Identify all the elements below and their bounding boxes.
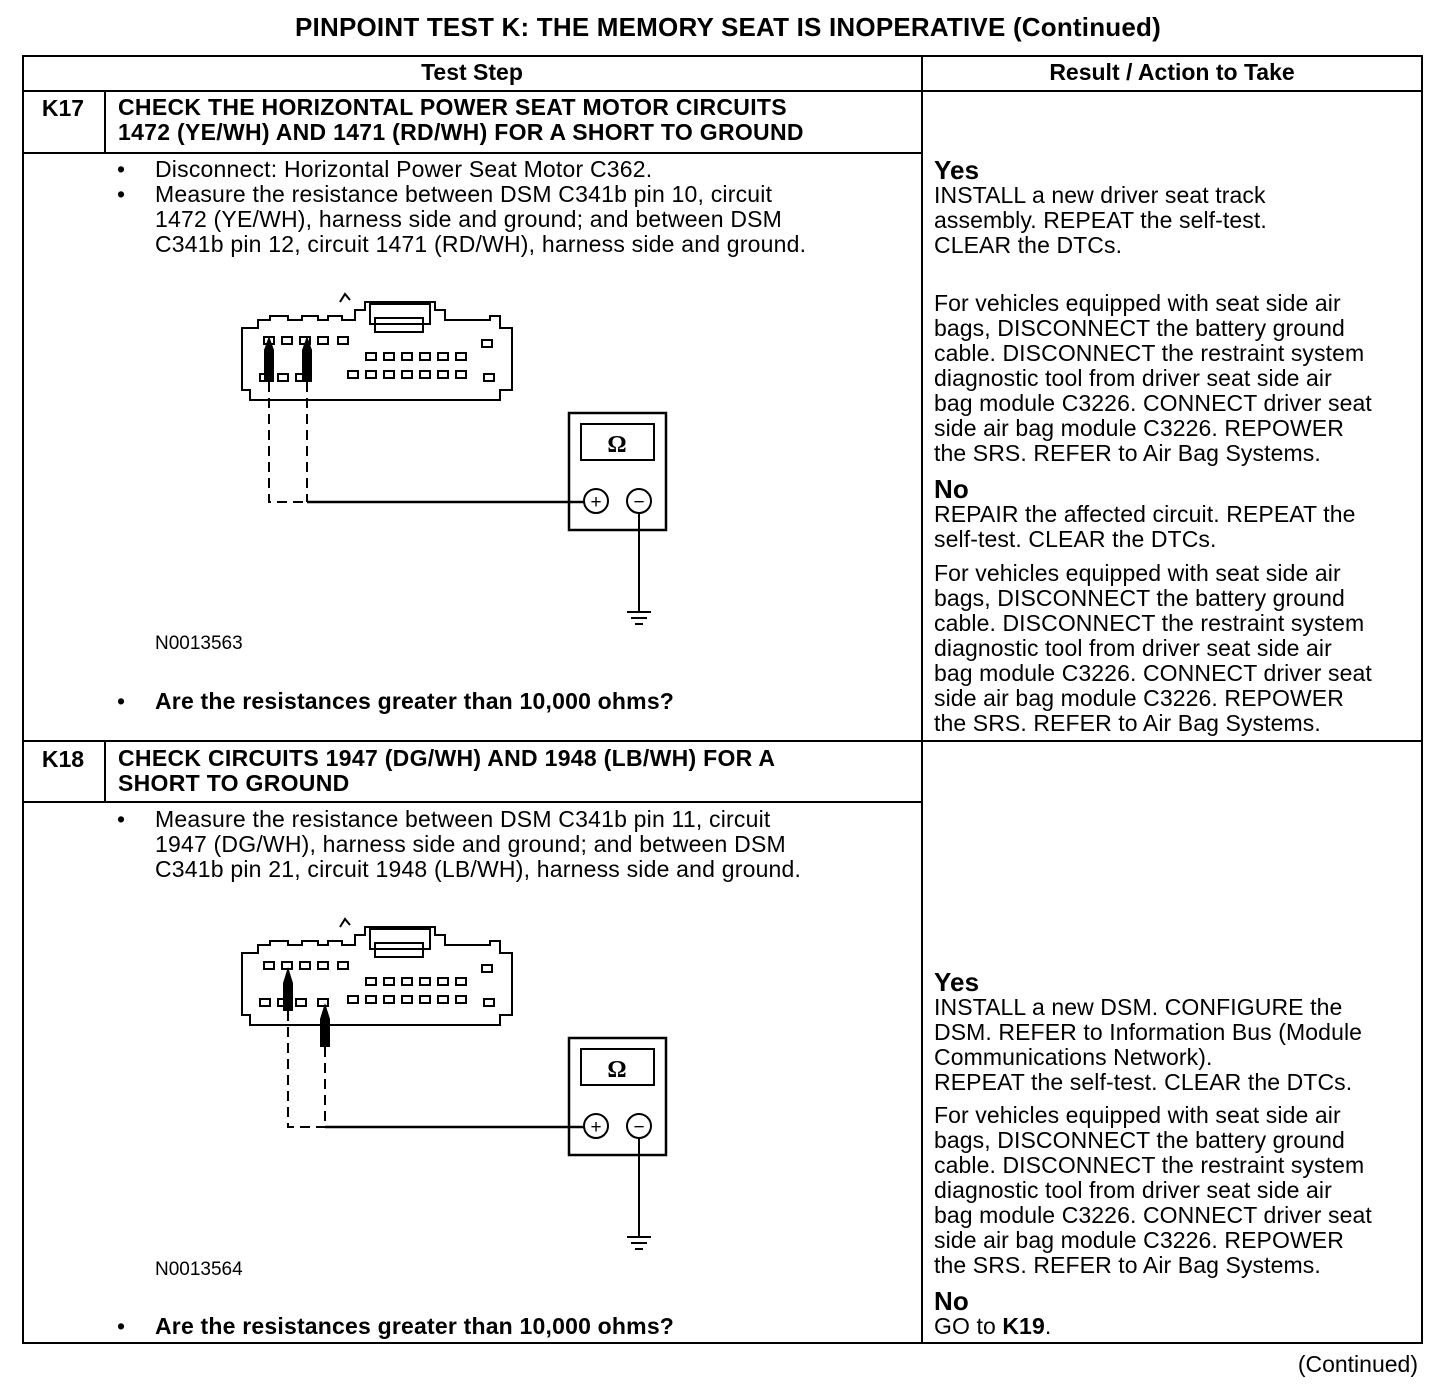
svg-text:+: + (590, 1117, 602, 1138)
k17-question: • Are the resistances greater than 10,000 ohms? (117, 688, 675, 714)
k17-result-yes: Yes INSTALL a new driver seat track assembly. REPEAT the self-test. CLEAR the DTCs. (934, 155, 1267, 258)
k17-bullet-measure: • Measure the resistance between DSM C341b pin 10, circuit 1472 (YE/WH), harness side and ground; and between DSM C341b pin 12, circuit 1471 (RD/WH), harness side and ground. (117, 181, 807, 257)
k17-figure-id: N0013563 (155, 633, 243, 654)
svg-text:+: + (590, 492, 602, 513)
page-title: PINPOINT TEST K: THE MEMORY SEAT IS INOPERATIVE (Continued) (295, 12, 1161, 42)
k17-yes-airbag-note: For vehicles equipped with seat side air bags, DISCONNECT the battery ground cable. DISCONNECT the restraint system diagnostic tool from driver seat side air bag module C3226. CONNECT driver seat side air bag module C3226. REPOWER the SRS. REFER to Air Bag Systems. (934, 290, 1372, 466)
k18-connector-diagram (230, 915, 680, 1265)
column-header-test-step: Test Step (421, 59, 523, 85)
k17-no-airbag-note: For vehicles equipped with seat side air bags, DISCONNECT the battery ground cable. DISCONNECT the restraint system diagnostic tool from driver seat side air bag module C3226. CONNECT driver seat side air bag module C3226. REPOWER the SRS. REFER to Air Bag Systems. (934, 560, 1372, 736)
ohm-symbol: Ω (607, 432, 627, 458)
k19-step-link[interactable]: K19 (1002, 1313, 1045, 1339)
step-title-k17: CHECK THE HORIZONTAL POWER SEAT MOTOR CIRCUITS 1472 (YE/WH) AND 1471 (RD/WH) FOR A SHORT TO GROUND (118, 94, 804, 145)
k17-connector-diagram (230, 290, 680, 640)
k18-result-yes: Yes INSTALL a new DSM. CONFIGURE the DSM. REFER to Information Bus (Module Communications Network). REPEAT the self-test. CLEAR the DTCs. (934, 967, 1363, 1095)
k18-result-no: No GO to K19. (934, 1286, 1052, 1339)
k18-question: • Are the resistances greater than 10,000 ohms? (117, 1313, 675, 1339)
k18-figure-id: N0013564 (155, 1259, 243, 1280)
step-title-k18: CHECK CIRCUITS 1947 (DG/WH) AND 1948 (LB/WH) FOR A SHORT TO GROUND (118, 745, 776, 796)
column-header-result: Result / Action to Take (1049, 59, 1295, 85)
continued-label: (Continued) (1297, 1351, 1418, 1377)
step-id-k17: K17 (41, 95, 85, 121)
k17-result-no: No REPAIR the affected circuit. REPEAT the self-test. CLEAR the DTCs. (934, 474, 1356, 552)
svg-text:−: − (633, 1117, 645, 1138)
svg-text:−: − (633, 492, 645, 513)
k18-yes-airbag-note: For vehicles equipped with seat side air bags, DISCONNECT the battery ground cable. DISCONNECT the restraint system diagnostic tool from driver seat side air bag module C3226. CONNECT driver seat side air bag module C3226. REPOWER the SRS. REFER to Air Bag Systems. (934, 1102, 1372, 1278)
k17-bullet-disconnect: • Disconnect: Horizontal Power Seat Motor C362. (117, 156, 653, 182)
k18-bullet-measure: • Measure the resistance between DSM C341b pin 11, circuit 1947 (DG/WH), harness side and ground; and between DSM C341b pin 21, circuit 1948 (LB/WH), harness side and ground. (117, 806, 802, 882)
step-id-k18: K18 (41, 746, 85, 772)
ohm-symbol: Ω (607, 1057, 627, 1083)
